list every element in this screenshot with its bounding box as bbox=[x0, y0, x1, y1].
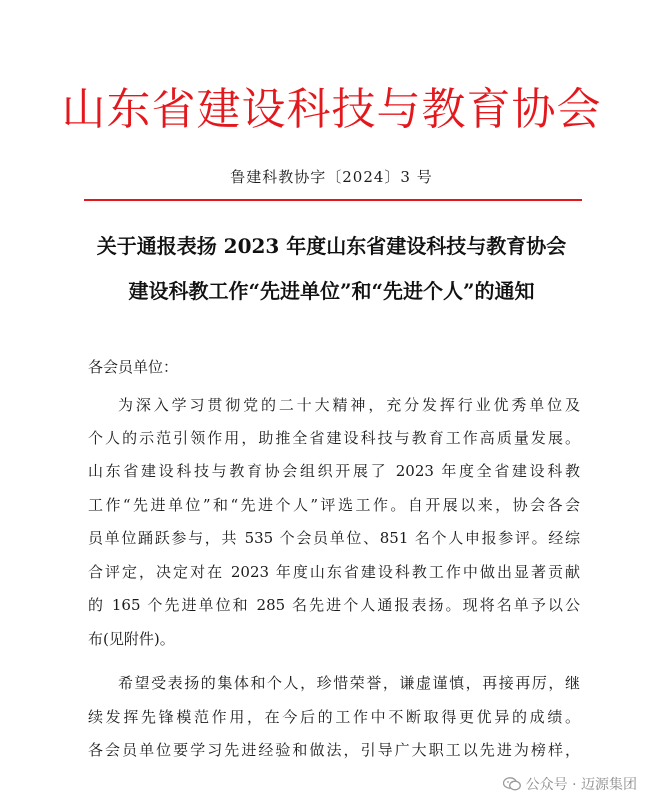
paragraph-line: 各会员单位要学习先进经验和做法，引导广大职工以先进为榜样， bbox=[88, 741, 580, 759]
wechat-icon bbox=[503, 777, 521, 791]
paragraph-line: 为深入学习贯彻党的二十大精神，充分发挥行业优秀单位及 bbox=[118, 396, 580, 414]
notice-title-line-1: 关于通报表扬 2023 年度山东省建设科技与教育协会 bbox=[96, 234, 567, 258]
notice-title-line-2: 建设科教工作“先进单位”和“先进个人”的通知 bbox=[128, 279, 535, 303]
paragraph-line: 员单位踊跃参与，共 535 个会员单位、851 名个人申报参评。经综 bbox=[88, 529, 580, 547]
wechat-watermark bbox=[499, 772, 641, 796]
watermark-text: 公众号 · 迈源集团 bbox=[525, 777, 637, 793]
paragraph-line: 续发挥先锋模范作用，在今后的工作中不断取得更优异的成绩。 bbox=[88, 708, 580, 726]
salutation: 各会员单位： bbox=[88, 358, 179, 376]
paragraph-line: 工作“先进单位”和“先进个人”评选工作。自开展以来，协会各会 bbox=[88, 496, 580, 514]
paragraph-line: 合评定，决定对在 2023 年度山东省建设科教工作中做出显著贡献 bbox=[88, 563, 580, 581]
paragraph-line: 山东省建设科技与教育协会组织开展了 2023 年度全省建设科教 bbox=[88, 462, 580, 480]
paragraph-line: 希望受表扬的集体和个人，珍惜荣誉，谦虚谨慎，再接再厉，继 bbox=[118, 674, 580, 692]
paragraph-line: 的 165 个先进单位和 285 名先进个人通报表扬。现将名单予以公 bbox=[88, 596, 580, 614]
paragraph-line: 布(见附件)。 bbox=[88, 630, 175, 648]
red-divider-line bbox=[84, 199, 582, 201]
document-number: 鲁建科教协字〔2024〕3 号 bbox=[230, 168, 433, 186]
organization-name: 山东省建设科技与教育协会 bbox=[61, 84, 602, 135]
paragraph-line: 个人的示范引领作用，助推全省建设科技与教育工作高质量发展。 bbox=[88, 429, 580, 447]
